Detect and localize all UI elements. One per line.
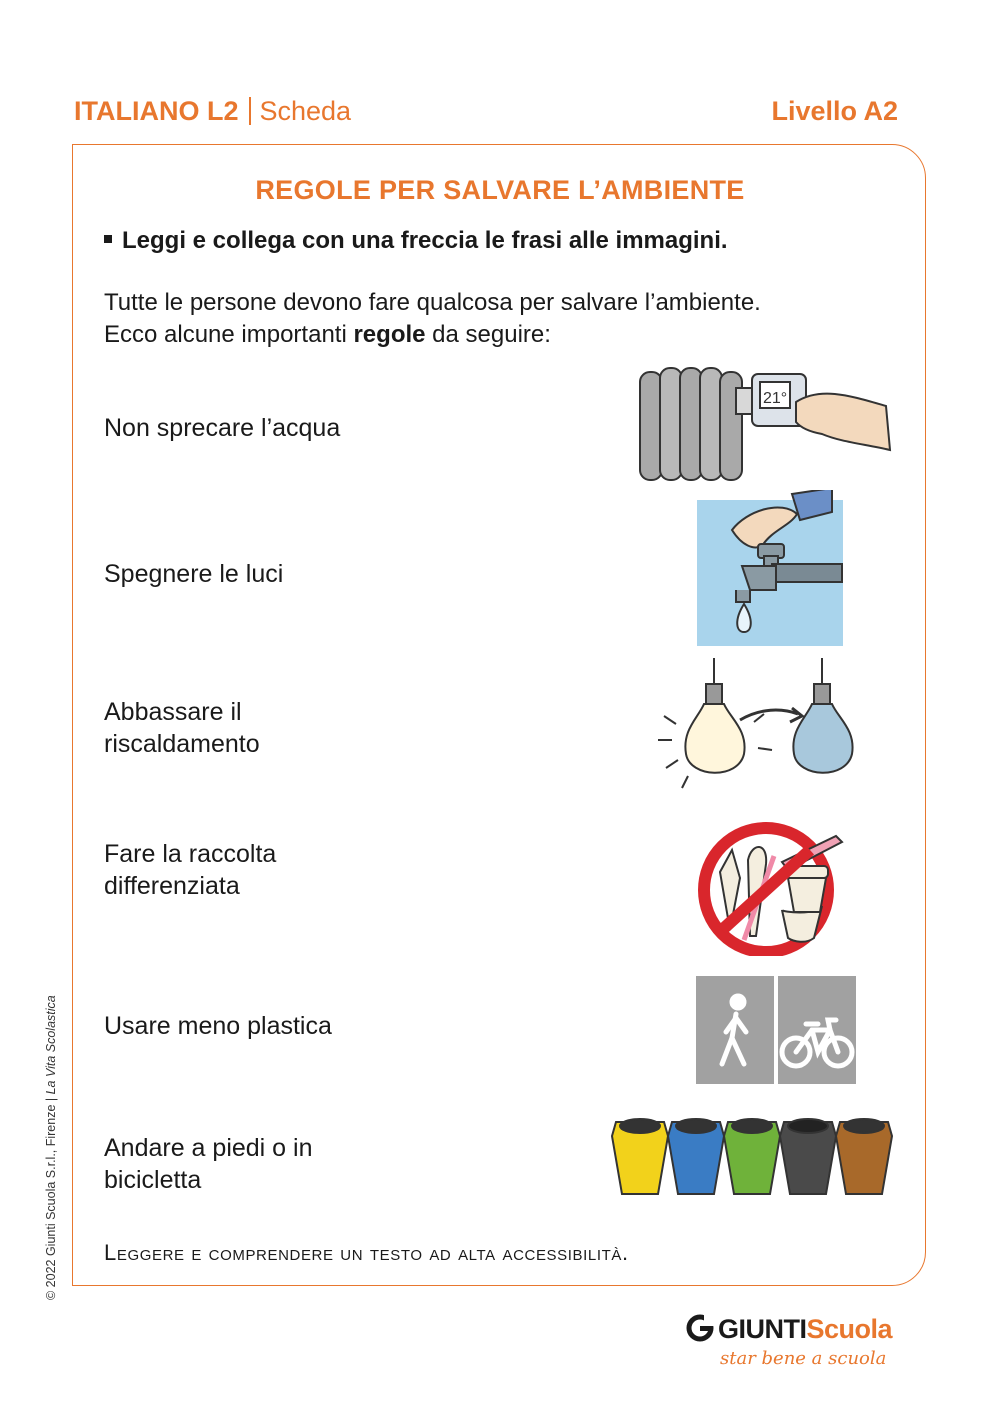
intro-text: da seguire: xyxy=(425,321,551,348)
publisher-logo[interactable] xyxy=(686,1314,893,1369)
brand-accent: Scuola xyxy=(806,1314,893,1344)
copyright-source: La Vita Scolastica xyxy=(44,995,58,1095)
level-label: Livello A2 xyxy=(771,96,898,126)
rule-text: Spegnere le luci xyxy=(104,560,284,588)
rule-text: differenziata xyxy=(104,872,240,900)
rule-text: Andare a piedi o in xyxy=(104,1134,313,1162)
giunti-g-icon xyxy=(686,1314,714,1342)
copyright-text: © 2022 Giunti Scuola S.r.l., Firenze | xyxy=(44,1094,58,1300)
rule-text: Usare meno plastica xyxy=(104,1012,332,1040)
page-title: REGOLE PER SALVARE L’AMBIENTE xyxy=(255,175,745,205)
bullet-icon xyxy=(104,235,112,243)
subject-label: ITALIANO L2 xyxy=(74,96,239,126)
intro-text: Ecco alcune importanti xyxy=(104,321,354,348)
rule-item[interactable] xyxy=(104,1010,434,1042)
instruction xyxy=(104,227,728,255)
water-tap-icon[interactable] xyxy=(692,490,846,648)
intro-keyword: regole xyxy=(353,321,426,348)
intro-line-2 xyxy=(104,319,761,351)
learning-goal-footer: Leggere e comprendere un testo ad alta accessibilità. xyxy=(104,1240,629,1265)
intro-paragraph xyxy=(104,287,761,351)
copyright-notice xyxy=(44,995,58,1300)
rule-item[interactable] xyxy=(104,558,434,590)
brand-main: GIUNTI xyxy=(718,1314,807,1344)
walk-bike-icon[interactable] xyxy=(694,974,858,1086)
rule-text: bicicletta xyxy=(104,1166,202,1194)
radiator-thermostat-icon[interactable] xyxy=(636,366,898,484)
rule-text: riscaldamento xyxy=(104,730,260,758)
intro-line-1: Tutte le persone devono fare qualcosa per salvare l’ambiente. xyxy=(104,289,761,316)
light-bulbs-icon[interactable] xyxy=(656,656,862,796)
rule-item[interactable] xyxy=(104,696,434,760)
brand-tagline: star bene a scuola xyxy=(720,1348,887,1369)
rule-text: Abbassare il xyxy=(104,698,242,726)
sheet-type-label: Scheda xyxy=(259,96,352,126)
rule-item[interactable] xyxy=(104,1132,434,1196)
no-plastic-icon[interactable] xyxy=(696,820,856,956)
rule-text: Non sprecare l’acqua xyxy=(104,414,341,442)
rule-text: Fare la raccolta xyxy=(104,840,277,868)
rule-item[interactable] xyxy=(104,412,434,444)
header-subject xyxy=(74,96,351,127)
instruction-text: Leggi e collega con una freccia le frasi alle immagini. xyxy=(122,227,728,254)
header-divider xyxy=(249,97,251,125)
thermostat-display: 21° xyxy=(763,390,788,407)
recycling-bins-icon[interactable] xyxy=(610,1112,900,1198)
rule-item[interactable] xyxy=(104,838,434,902)
